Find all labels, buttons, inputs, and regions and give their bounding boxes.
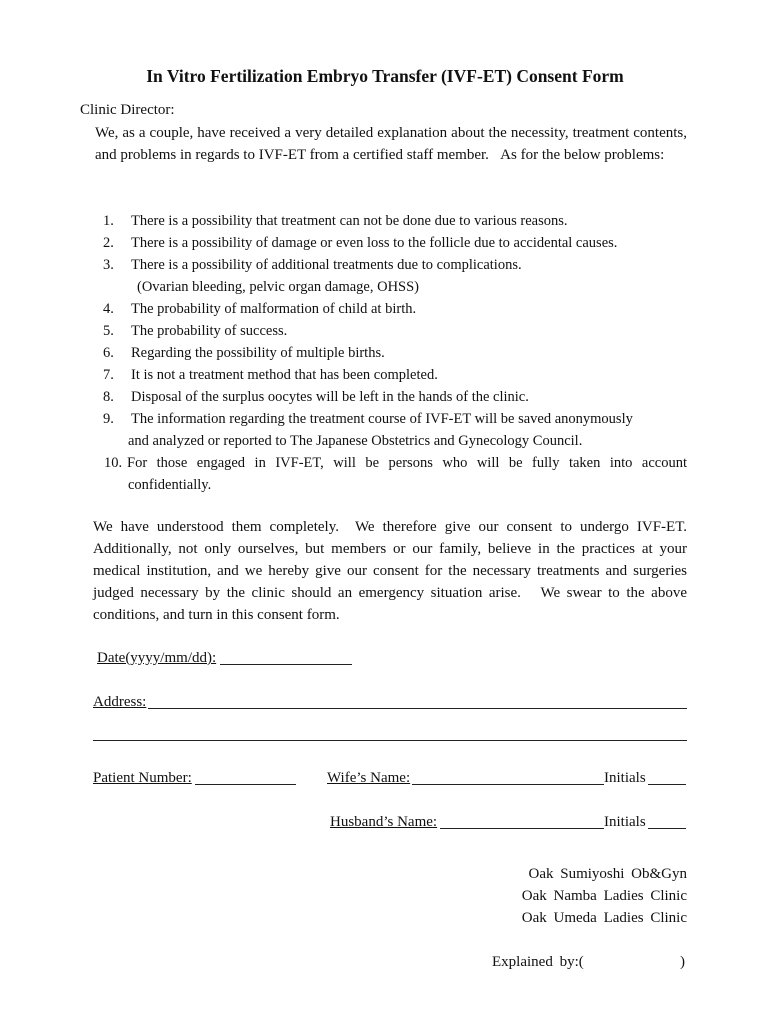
list-number: 3.	[103, 257, 114, 273]
list-number: 7.	[103, 367, 114, 383]
clinic-name: Oak Namba Ladies Clinic	[521, 888, 687, 904]
list-number: 10.	[104, 455, 123, 471]
husband-name-label: Husband’s Name:	[330, 814, 438, 830]
list-number: 5.	[103, 323, 114, 339]
patient-number-label: Patient Number:	[93, 770, 192, 786]
list-continuation: and analyzed or reported to The Japanese Obstetrics and Gynecology Council.	[128, 433, 583, 449]
date-field[interactable]	[220, 664, 352, 665]
list-text: The probability of success.	[131, 323, 288, 339]
list-continuation: confidentially.	[128, 477, 212, 493]
list-text: For those engaged in IVF-ET, will be persons who will be fully taken into account	[127, 455, 687, 471]
list-number: 2.	[103, 235, 114, 251]
list-item	[95, 342, 687, 364]
list-number: 9.	[103, 411, 114, 427]
clinic-name: Oak Umeda Ladies Clinic	[521, 910, 687, 926]
list-text: There is a possibility of additional treatments due to complications.	[131, 257, 522, 273]
list-item	[95, 452, 687, 474]
list-text: There is a possibility of damage or even loss to the follicle due to accidental causes.	[131, 235, 618, 251]
explained-by-field[interactable]	[590, 950, 678, 972]
wife-name-field[interactable]	[412, 784, 604, 785]
list-text: Disposal of the surplus oocytes will be left in the hands of the clinic.	[131, 389, 529, 405]
form-title: In Vitro Fertilization Embryo Transfer (IVF-ET) Consent Form	[146, 66, 624, 86]
list-text: The information regarding the treatment course of IVF-ET will be saved anonymously	[131, 411, 633, 427]
greeting: Clinic Director:	[80, 102, 175, 118]
wife-initials-label: Initials	[604, 770, 646, 786]
problem-list	[95, 210, 687, 496]
address-label: Address:	[93, 694, 147, 710]
patient-number-field[interactable]	[195, 784, 296, 785]
date-label: Date(yyyy/mm/dd):	[97, 650, 217, 666]
husband-initials-label: Initials	[604, 814, 646, 830]
address-field[interactable]	[148, 708, 687, 709]
list-text: The probability of malformation of child at birth.	[131, 301, 417, 317]
intro-paragraph: We, as a couple, have received a very detailed explanation about the necessity, treatment contents, and problems in regards to IVF-ET from a certified staff member. As for the below problems:	[95, 125, 687, 163]
consent-paragraph: We have understood them completely. We therefore give our consent to undergo IVF-ET. Additionally, not only ourselves, but members or our family, believe in the practices at your medical institution, and we hereby give our consent for the necessary treatments and surgeries judged necessary by the clinic should an emergency situation arise. We swear to the above conditions, and turn in this consent form.	[93, 519, 687, 623]
list-item	[95, 320, 687, 342]
husband-initials-field[interactable]	[648, 828, 686, 829]
list-item	[95, 364, 687, 386]
list-text: It is not a treatment method that has been completed.	[131, 367, 438, 383]
wife-name-label: Wife’s Name:	[327, 770, 411, 786]
list-item	[95, 210, 687, 232]
husband-name-field[interactable]	[440, 828, 604, 829]
list-item	[95, 408, 687, 430]
list-number: 6.	[103, 345, 114, 361]
explained-by-label: Explained by:(	[492, 954, 584, 970]
list-text: Regarding the possibility of multiple births.	[131, 345, 385, 361]
list-number: 8.	[103, 389, 114, 405]
list-item	[95, 298, 687, 320]
explained-by-close: )	[680, 954, 685, 970]
list-subtext: (Ovarian bleeding, pelvic organ damage, OHSS)	[137, 279, 419, 295]
list-item	[95, 386, 687, 408]
address-field-line-2[interactable]	[93, 740, 687, 741]
wife-initials-field[interactable]	[648, 784, 686, 785]
list-item	[95, 254, 687, 276]
list-text: There is a possibility that treatment can not be done due to various reasons.	[131, 213, 568, 229]
list-number: 4.	[103, 301, 114, 317]
list-item	[95, 232, 687, 254]
list-number: 1.	[103, 213, 114, 229]
clinic-name: Oak Sumiyoshi Ob&Gyn	[528, 866, 687, 882]
